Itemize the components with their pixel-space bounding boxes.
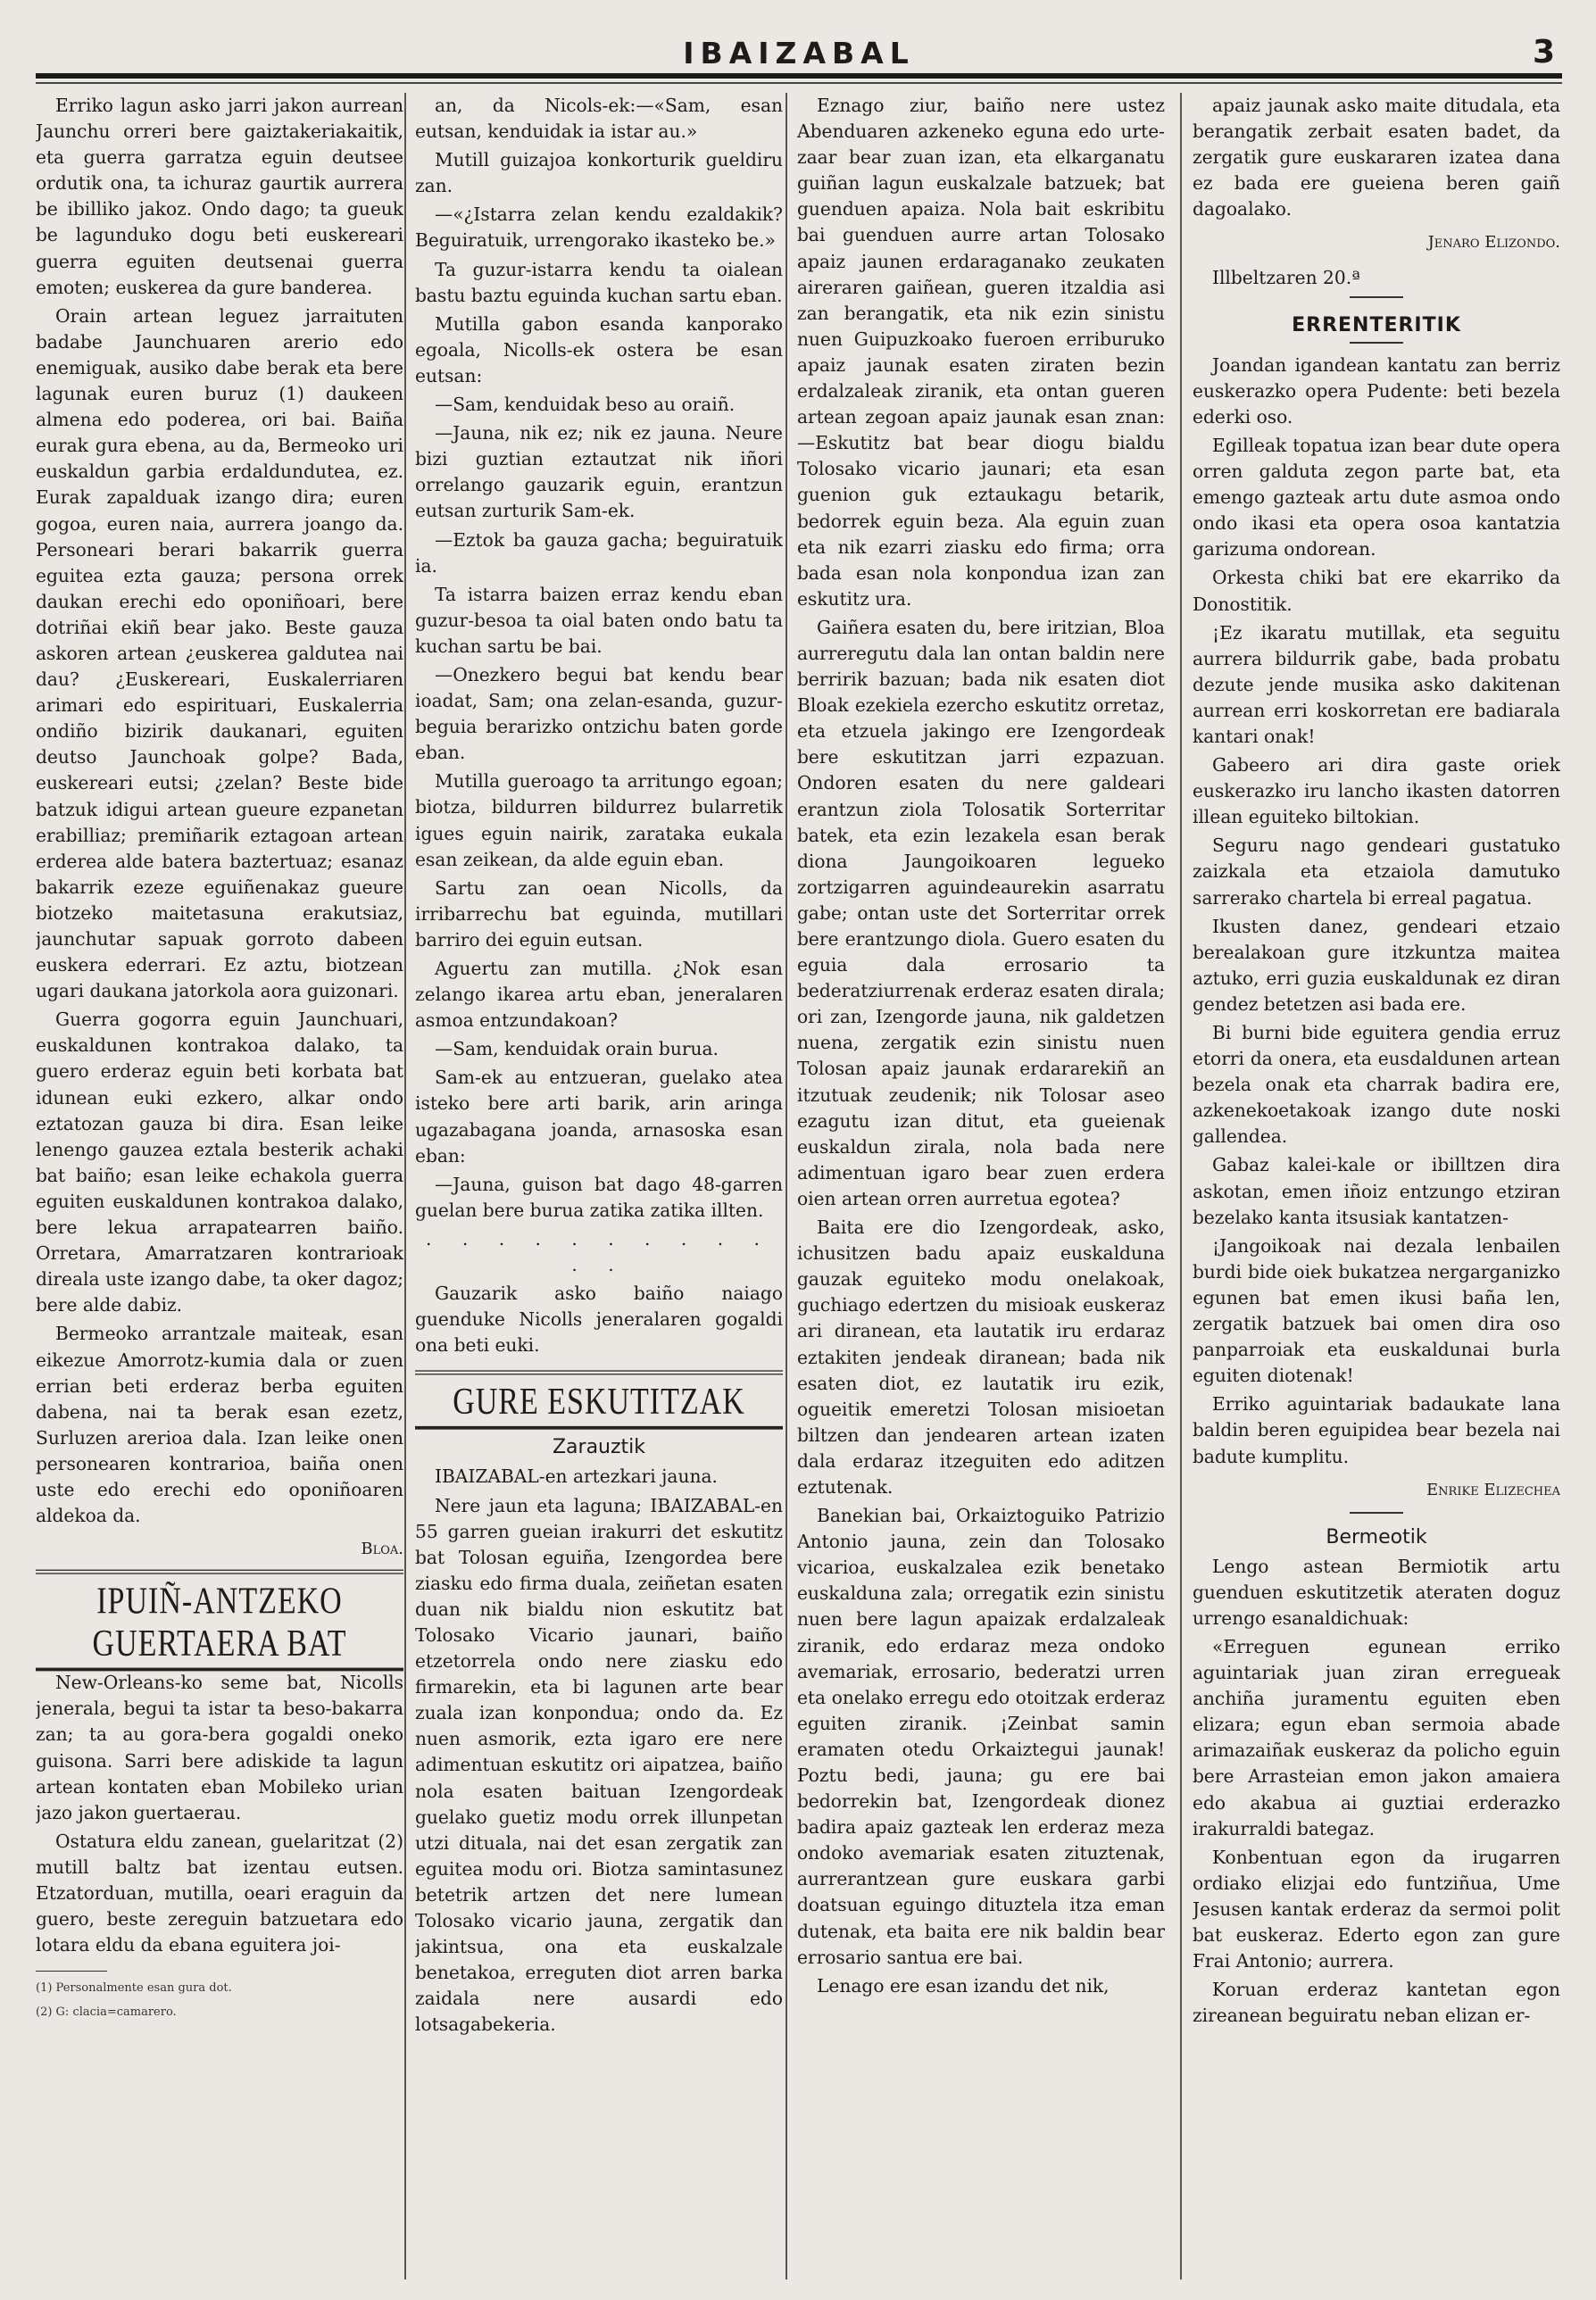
paragraph: Lengo astean Bermiotik artu guenduen eskutitzetik ateraten doguz urrengo esanaldichuak: xyxy=(1193,1555,1560,1629)
masthead xyxy=(36,27,1562,80)
paragraph: «Erreguen egunean erriko aguintariak juan ziran erregueak anchiña juramentu eguiten eben elizara; egun eban sermoia abade arimazaiñak euskeraz da policho eguin bere Arrasteian emon jakon amaiera edo akabua ai guztiai erderazko irakurraldi bategaz. xyxy=(1193,1635,1560,1839)
column-divider xyxy=(1180,93,1182,2279)
paragraph: Lenago ere esan izandu det nik, xyxy=(817,1974,1110,1997)
paragraph: Orkesta chiki bat ere ekarriko da Donostitik. xyxy=(1193,567,1560,615)
paragraph: Joandan igandean kantatu zan berriz euskerazko opera Pudente: beti bezela ederki oso. xyxy=(1193,353,1560,428)
masthead-rule-thin xyxy=(36,82,1562,84)
dateline: Zarauztik xyxy=(552,1436,646,1459)
paragraph: Konbentuan egon da irugarren ordiako elizjai edo funtziñua, Ume Jesusen kantak erderaz da sermoi polit bat euskeraz. Ederto egon zan gure Frai Antonio; aurrera. xyxy=(1193,1846,1560,1972)
paragraph: Guerra gogorra eguin Jaunchuari, euskaldunen kontrakoa dalako, ta guero erderaz eguin beti korbata bat idunean euki ezkero, alkar ondo eztatozan gauza bi dira. Esan leike lenengo gauzea eztala besterik achaki bat baiño; esan leike echakola guerra eguiten euskaldunen kontrakoa dalako, bere lekua arrapatearren baiño. Orretara, Amarratzaren kontrarioak direala uste izango dabe, ta oker dagoz; bere alde dabiz. xyxy=(36,1009,403,1316)
paragraph: Mutill guizajoa konkorturik gueldiru zan. xyxy=(415,149,783,197)
paragraph: IBAIZABAL-en artezkari jauna. xyxy=(435,1466,718,1488)
signature: Jenaro Elizondo. xyxy=(1427,233,1560,253)
paragraph: Eznago ziur, baiño nere ustez Abenduaren azkeneko eguna edo urte-zaar bear zuan izan, eta elkarganatu guiñan lagun euskalzale batzuek; bat guenduen apaiza. Nola bait eskribitu bai guenduen aurre artan Tolosako apaiz jaunen erdaraganako zeukaten aireraren gaiñean, gueren itzaldia asi zan berangatik, eta nik ezin sinistu nuen Guipuzkoako fueroen erriburuko apaiz jaunak esaten ziraten bezin erdalzaleak ziranik, eta ontan gueren artean zegoan apaiz jaunak esan znan:—Eskutitz bat bear diogu bialdu Tolosako vicario jaunari; eta esan guenion guk eztaukagu betarik, bedorrek eguin beza. Ala eguin zuan eta nik ezarri ziasku edo firma; orra bada esan nola konpondua izan zan eskutitz ura. xyxy=(797,95,1165,610)
paragraph: Mutilla gabon esanda kanporako egoala, Nicolls-ek ostera be esan eutsan: xyxy=(415,312,783,386)
column-divider xyxy=(404,93,406,2279)
column-2 xyxy=(415,93,783,2279)
paragraph: Seguru nago gendeari gustatuko zaizkala eta etzaiola damutuko sarrerako chartela bi erreal pagatua. xyxy=(1193,834,1560,909)
divider xyxy=(1350,1512,1403,1514)
signature: Enrike Elizechea xyxy=(1426,1480,1560,1499)
paragraph: —Sam, kenduidak beso au oraiñ. xyxy=(435,394,736,416)
paragraph: Mutilla gueroago ta arritungo egoan; biotza, bildurren bildurrez bularretik igues eguin nairik, zarataka eukala esan zeikean, da alde eguin eban. xyxy=(415,770,783,870)
signature: Bloa. xyxy=(361,1540,403,1559)
paragraph: an, da Nicols-ek:—«Sam, esan eutsan, kenduidak ia istar au.» xyxy=(415,95,783,143)
column-3 xyxy=(797,93,1165,2279)
section-headline: Bermeotik xyxy=(1326,1525,1427,1549)
column-4 xyxy=(1193,93,1560,2279)
paragraph: —Jauna, nik ez; nik ez jauna. Neure bizi guztian eztautzat nik iñori orrelango gauzarik eguin, erantzun eutsan zurturik Sam-ek. xyxy=(415,422,783,522)
paragraph: Baita ere dio Izengordeak, asko, ichusitzen badu apaiz euskalduna gauzak eguiteko modu onelakoak, guchiago edertzen du misioak euskeraz ari diranean, eta lautatik iru erdaraz eztakiten jendeak diranean; bada nik esaten diot, ez lautatik iru ezik, ogueitik emeretzi Tolosan misioetan biltzen dan jendearen artean izaten dala erdaraz itzeguiten edo aditzen eztutenak. xyxy=(797,1216,1165,1498)
paragraph: ¡Ez ikaratu mutillak, eta seguitu aurrera bildurrik gabe, bada probatu dezute jende musika asko dakitenan aurrean erri koskorretan ere badiarala kantari onak! xyxy=(1193,621,1560,747)
paragraph: Nere jaun eta laguna; IBAIZABAL-en 55 garren gueian irakurri det eskutitz bat Tolosan eguiña, Izengordea bere ziasku edo firma duala, zeiñetan esaten duan nik bialdu nion eskutitz bat Tolosako Vicario jaunari, baiño etzetorrela ondo nere ziasku edo firmarekin, eta bi lagunen arte bear zuala izan konpondua; ondo da. Ez nuen asmorik, ezta igaro ere nere adimentuan eskutitz ori aipatzea, baiño nola esaten baituan Izengordeak guelako guetiz modu orrek illunpetan utzi dituala, nai det esan zergatik zan eguitea modu ori. Biotza samintasunez betetrik artzen det nere lumean Tolosako vicario jauna, zergatik dan jakintsua, ona eta euskalzale benetakoa, erreguten diot arren barka zaidala nere ausardi edo lotsagabekeria. xyxy=(415,1494,783,2036)
page-number: 3 xyxy=(1532,34,1555,71)
divider xyxy=(1350,296,1403,298)
paragraph: Ikusten danez, gendeari etzaio berealakoan gure itzkuntza maitea aztuko, erri guzia euskaldunak ez diran gendez betetzen asi bada ere. xyxy=(1193,915,1560,1015)
paragraph: —«¿Istarra zelan kendu ezaldakik? Beguiratuik, urrengorako ikasteko be.» xyxy=(415,203,783,252)
paragraph: Sartu zan oean Nicolls, da irribarrechu bat eguinda, mutillari barriro dei eguin eutsan. xyxy=(415,876,783,951)
paragraph: —Jauna, guison bat dago 48-garren guelan bere burua zatika zatika illten. xyxy=(415,1173,783,1221)
paragraph: Erriko lagun asko jarri jakon aurrean Jaunchu orreri bere gaiztakeriakaitik, eta guerra garratza eguin deutsee ordutik ona, ta ichuraz gaurtik aurrera be ibilliko jakoz. Ondo dago; ta gueuk be lagunduko dogu beti euskereari guerra eguiten deutsenai guerra emoten; euskerea da gure banderea. xyxy=(36,95,403,298)
article-headline: IPUIÑ-ANTZEKO GUERTAERA BAT xyxy=(36,1570,403,1672)
paragraph: Gabaz kalei-kale or ibilltzen dira askotan, emen iñoiz entzungo etziran bezelako kanta itsusiak kantatzen- xyxy=(1193,1154,1560,1228)
paragraph: Banekian bai, Orkaiztoguiko Patrizio Antonio jauna, zein dan Tolosako vicarioa, euskalzalea ezik benetako euskalduna zala; orregatik ezin sinistu nuen bere lagun apaizak erdalzaleak ziranik, edo erdaraz meza ondoko avemariak, errosario, bederatzi urren eta onelako erregu edo otoitzak erderaz eguiten ziranik. ¡Zeinbat samin eramaten otedu Orkaiztegui jaunak! Poztu bedi, jauna; gu ere bai bedorrekin bat, Izengordeak dionez badira apaiz gazteak len erderaz meza ondoko avemariak esaten zituztenak, aurrerantzean gure euskara garbi doatsuan eguingo dituztela itza eman dutenak, eta baita ere nik baldin bear errosario santua ere bai. xyxy=(797,1505,1165,1968)
date-line: Illbeltzaren 20.ª xyxy=(1212,266,1360,288)
paragraph: Aguertu zan mutilla. ¿Nok esan zelango ikarea artu eban, jeneralaren asmoa entzundakoan? xyxy=(415,958,783,1032)
footnote: (2) G: clacia=camarero. xyxy=(36,2005,177,2020)
paragraph: Orain artean leguez jarraituten badabe Jaunchuaren arerio edo enemiguak, ausiko dabe berak eta bere lagunak euren buruz (1) daukeen almena edo poderea, ori bai. Baiña eurak gura ebena, au da, Bermeoko uri euskaldun garbia erdaldundutea, ez. Eurak zapalduak izango dira; euren gogoa, euren naia, aurrera joango da. Personeari berari bakarrik guerra eguitea ezta gauza; persona orrek daukan erechi edo oponiñoari, bere dotriñai ekiñ bear jako. Beste gauza askoren artean ¿euskerea galdutea nai dau? ¿Euskereari, Euskalerriaren arimari edo espirituari, Euskalerria ondiño bizirik daukanari, eguiten deutso Jaunchoak golpe? Bada, euskereari eutsi; ¿zelan? Beste bide batzuk idigui artean gueure ezpanetan erabilliaz; premiñarik eztagoan artean erderea alde batera baztertuaz; esanaz bakarrik ezeze eguiñenakaz gueure biotzeko maitetasuna erakutsiaz, jaunchutar sapuak gorroto dabeen euskera ederrari. Ez aztu, biotzean ugari daukana jatorkola aora guizonari. xyxy=(36,304,403,1002)
paragraph: Gaiñera esaten du, bere iritzian, Bloa aurreregutu dala lan ontan baldin nere berririk bazuan; bada nik esaten diot Bloak ezekiela ezercho eskutitz orretaz, eta etzuela jakingo ere Izengordeak bere eskutitzan jarri ezpazuan. Ondoren esaten du nere galdeari erantzun ziola Tolosatik Sorterritar batek, eta ezin lezakela esan berak diona Jaungoikoaren legueko zortzigarren aguindeaurekin asarratu gabe; ontan uste det Sorterritar orrek bere erantzungo diola. Guero esaten du eguia dala errosario ta bederatziurrenak erderaz esaten dirala; ori zan, Izengorde jauna, nik galdetzen nuena, zergatik ezin sinistu nuen Tolosan apaiz jaunak erdararekiñ an itzutuak zeudenik; nik Tolosar aseo ezagutu izan ditut, eta gueienak euskaldun zirala, nola bada nere adimentuan igaro bear zuen erdera oien artean orren aurretua egotea? xyxy=(797,616,1165,1209)
footnote: (1) Personalmente esan gura dot. xyxy=(36,1981,232,1996)
paragraph: Ta istarra baizen erraz kendu eban guzur-besoa ta oial baten ondo batu ta kuchan sartu be bai. xyxy=(415,583,783,657)
ellipsis-row: . . . . . . . . . . . . xyxy=(426,1227,772,1276)
paragraph: Sam-ek au entzueran, guelako atea isteko bere arti barik, arin aringa ugazabagana joanda, arnasoska esan eban: xyxy=(415,1067,783,1167)
newspaper-title: IBAIZABAL xyxy=(683,36,915,71)
paragraph: Ostatura eldu zanean, guelaritzat (2) mutill baltz bat izentau eutsen. Etzatorduan, mutilla, oeari eraguin da guero, beste zereguin batzuetara edo lotara eldu da ebana eguitera joi- xyxy=(36,1830,403,1956)
paragraph: Bermeoko arrantzale maiteak, esan eikezue Amorrotz-kumia dala or zuen errian beti erderaz berba eguiten dabena, nai ta berak esan ezetz, Surluzen arerioa dala. Izan leike onen personearen kontrarioa, baiña onen uste edo erechi edo oponiñoaren aldekoa da. xyxy=(36,1323,403,1527)
paragraph: —Sam, kenduidak orain burua. xyxy=(435,1038,719,1060)
paragraph: apaiz jaunak asko maite ditudala, eta berangatik zerbait esaten badet, da zergatik gure euskararen izatea dana ez bada ere gueiena beren gaiñ dagoalako. xyxy=(1193,95,1560,220)
masthead-rule xyxy=(36,73,1562,79)
paragraph: New-Orleans-ko seme bat, Nicolls jenerala, begui ta istar ta beso-bakarra zan; ta au gora-bera gogaldi oneko guisona. Sarri bere adiskide ta lagun artean kontaten eban Mobileko urian jazo jakon guertaerau. xyxy=(36,1672,403,1823)
paragraph: ¡Jangoikoak nai dezala lenbailen burdi bide oiek bukatzea nergarganizko egunen bat emen ikusi baña len, zergatik batzuek bai omen dira oso panparroiak eta euskaldunai burla eguiten diotenak! xyxy=(1193,1234,1560,1387)
footnote-rule xyxy=(36,1971,107,1972)
paragraph: Ta guzur-istarra kendu ta oialean bastu baztu eguinda kuchan sartu eban. xyxy=(415,258,783,306)
paragraph: Gauzarik asko baiño naiago guenduke Nicolls jeneralaren gogaldi ona beti euki. xyxy=(415,1283,783,1357)
paragraph: Egilleak topatua izan bear dute opera orren galduta zegon parte bat, eta emengo gazteak artu dute asmoa ondo ondo ikasi eta opera osoa kantatzia garizuma ondorean. xyxy=(1193,434,1560,560)
paragraph: Erriko aguintariak badaukate lana baldin beren eguipidea bear bezela nai badute kumplitu. xyxy=(1193,1393,1560,1467)
paragraph: Bi burni bide eguitera gendia erruz etorri da onera, eta eusdaldunen artean bezela onak eta charrak badira ere, azkenekoetakoak izango dute noski gallendea. xyxy=(1193,1022,1560,1148)
section-headline: ERRENTERITIK xyxy=(1292,313,1461,336)
column-1 xyxy=(36,93,403,2279)
paragraph: Koruan erderaz kantetan egon zireanean beguiratu neban elizan er- xyxy=(1193,1979,1560,2027)
paragraph: Gabeero ari dira gaste oriek euskerazko iru lancho ikasten datorren illean eguiteko biltokian. xyxy=(1193,754,1560,828)
divider xyxy=(1350,342,1403,344)
paragraph: —Eztok ba gauza gacha; beguiratuik ia. xyxy=(415,528,783,577)
paragraph: —Onezkero begui bat kendu bear ioadat, Sam; ona zelan-esanda, guzur-beguia berarizko ontzichu baten gorde eban. xyxy=(415,663,783,764)
column-divider xyxy=(786,93,787,2279)
section-headline: GURE ESKUTITZAK xyxy=(415,1371,783,1430)
